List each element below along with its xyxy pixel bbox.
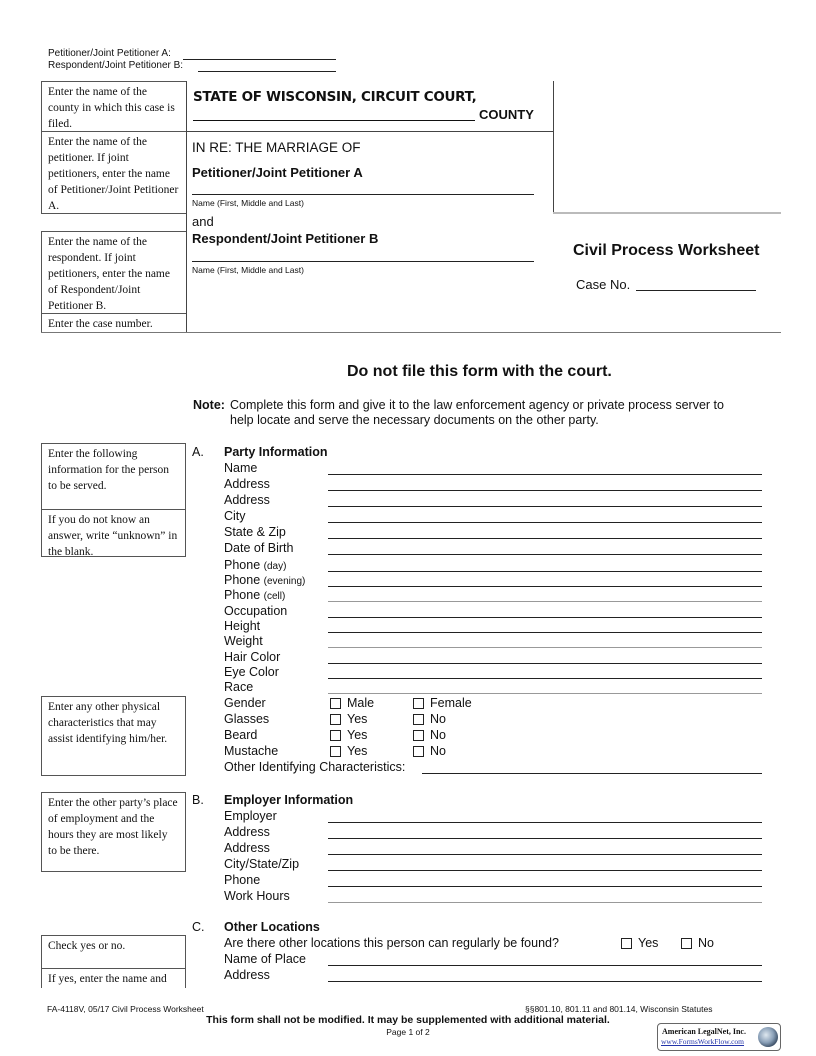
place-address-field[interactable] xyxy=(328,981,762,982)
other-locations-yes-label: Yes xyxy=(638,936,659,950)
court-heading: STATE OF WISCONSIN, CIRCUIT COURT, xyxy=(193,89,477,105)
in-re-label: IN RE: THE MARRIAGE OF xyxy=(192,140,361,155)
county-field[interactable] xyxy=(193,120,475,121)
vendor-logo-icon xyxy=(758,1027,778,1047)
eye-color-field[interactable] xyxy=(328,678,762,679)
field-label-occupation: Occupation xyxy=(224,604,288,618)
beard-label: Beard xyxy=(224,728,258,742)
instruction-check-yes-no: Check yes or no. xyxy=(41,935,186,969)
field-label-phone-cell: Phone (cell) xyxy=(224,588,286,602)
instruction-unknown: If you do not know an answer, write “unknown” in the blank. xyxy=(41,509,186,557)
footer-form-id: FA-4118V, 05/17 Civil Process Worksheet xyxy=(47,1004,204,1014)
and-label: and xyxy=(192,214,214,229)
other-locations-yes-checkbox[interactable] xyxy=(621,938,632,949)
gender-male-label: Male xyxy=(347,696,375,710)
weight-field[interactable] xyxy=(328,647,762,648)
address-2-field[interactable] xyxy=(328,506,762,507)
footer-notice: This form shall not be modified. It may be supplemented with additional material. xyxy=(206,1014,610,1026)
petitioner-heading: Petitioner/Joint Petitioner A xyxy=(192,165,363,180)
state-zip-field[interactable] xyxy=(328,538,762,539)
other-locations-no-label: No xyxy=(698,936,714,950)
petitioner-name-field[interactable] xyxy=(192,194,534,195)
field-label-phone-day: Phone (day) xyxy=(224,558,287,572)
employer-label: Employer xyxy=(224,809,277,823)
do-not-file-warning: Do not file this form with the court. xyxy=(347,363,612,380)
field-label-phone-evening: Phone (evening) xyxy=(224,573,306,587)
race-field[interactable] xyxy=(328,693,762,694)
mustache-no-label: No xyxy=(430,744,446,758)
field-label-race: Race xyxy=(224,680,254,694)
hair-color-field[interactable] xyxy=(328,663,762,664)
phone-evening-field[interactable] xyxy=(328,586,762,587)
mustache-yes-checkbox[interactable] xyxy=(330,746,341,757)
field-label-eye-color: Eye Color xyxy=(224,665,279,679)
petitioner-top-field[interactable] xyxy=(183,59,336,60)
employer-city-state-zip-label: City/State/Zip xyxy=(224,857,300,871)
employer-field[interactable] xyxy=(328,822,762,823)
date-of-birth-field[interactable] xyxy=(328,554,762,555)
employer-city-state-zip-field[interactable] xyxy=(328,870,762,871)
instruction-employment: Enter the other party’s place of employment and the hours they are most likely to be there. xyxy=(41,792,186,872)
employer-phone-field[interactable] xyxy=(328,886,762,887)
instruction-case-number: Enter the case number. xyxy=(41,313,187,333)
vendor-badge[interactable] xyxy=(657,1023,781,1051)
field-label-hair-color: Hair Color xyxy=(224,650,281,664)
field-label-height: Height xyxy=(224,619,261,633)
beard-no-checkbox[interactable] xyxy=(413,730,424,741)
case-no-field[interactable] xyxy=(636,290,756,291)
section-c-letter: C. xyxy=(192,920,205,934)
note-text-1: Complete this form and give it to the law enforcement agency or private process server to xyxy=(230,398,724,412)
glasses-label: Glasses xyxy=(224,712,270,726)
respondent-name-field[interactable] xyxy=(192,261,534,262)
field-label-dob: Date of Birth xyxy=(224,541,294,555)
glasses-yes-checkbox[interactable] xyxy=(330,714,341,725)
petitioner-name-hint: Name (First, Middle and Last) xyxy=(192,198,304,208)
phone-cell-field[interactable] xyxy=(328,601,762,602)
work-hours-label: Work Hours xyxy=(224,889,290,903)
height-field[interactable] xyxy=(328,632,762,633)
caption-divider-title xyxy=(553,212,781,214)
name-field[interactable] xyxy=(328,474,762,475)
field-label-address-2: Address xyxy=(224,493,270,507)
county-label: COUNTY xyxy=(479,107,534,122)
employer-address-2-field[interactable] xyxy=(328,854,762,855)
mustache-yes-label: Yes xyxy=(347,744,368,758)
occupation-field[interactable] xyxy=(328,617,762,618)
respondent-top-label: Respondent/Joint Petitioner B: xyxy=(48,60,184,71)
instruction-county: Enter the name of the county in which this case is filed. xyxy=(41,81,187,132)
phone-day-field[interactable] xyxy=(328,571,762,572)
other-locations-question: Are there other locations this person can regularly be found? xyxy=(224,936,559,950)
field-label-address-1: Address xyxy=(224,477,270,491)
case-no-label: Case No. xyxy=(576,277,631,292)
field-label-name: Name xyxy=(224,461,258,475)
employer-address-2-label: Address xyxy=(224,841,270,855)
section-b-title: Employer Information xyxy=(224,793,354,807)
gender-male-checkbox[interactable] xyxy=(330,698,341,709)
city-field[interactable] xyxy=(328,522,762,523)
instruction-person-served: Enter the following information for the person to be served. xyxy=(41,443,186,510)
caption-bottom-border xyxy=(41,332,781,333)
instruction-if-yes: If yes, enter the name and xyxy=(41,968,186,988)
caption-divider-left xyxy=(186,81,187,333)
other-characteristics-field[interactable] xyxy=(422,773,762,774)
mustache-no-checkbox[interactable] xyxy=(413,746,424,757)
vendor-name: American LegalNet, Inc. xyxy=(662,1027,746,1036)
respondent-name-hint: Name (First, Middle and Last) xyxy=(192,265,304,275)
gender-female-label: Female xyxy=(430,696,472,710)
gender-female-checkbox[interactable] xyxy=(413,698,424,709)
beard-yes-label: Yes xyxy=(347,728,368,742)
section-b-letter: B. xyxy=(192,793,204,807)
instruction-petitioner: Enter the name of the petitioner. If joint petitioners, enter the name of Petitioner/Joint Petitioner A. xyxy=(41,131,187,214)
form-title: Civil Process Worksheet xyxy=(573,242,760,259)
petitioner-top-label: Petitioner/Joint Petitioner A: xyxy=(48,48,171,59)
field-label-state-zip: State & Zip xyxy=(224,525,286,539)
mustache-label: Mustache xyxy=(224,744,279,758)
other-locations-no-checkbox[interactable] xyxy=(681,938,692,949)
glasses-no-label: No xyxy=(430,712,446,726)
beard-no-label: No xyxy=(430,728,446,742)
other-characteristics-label: Other Identifying Characteristics: xyxy=(224,760,406,774)
place-name-label: Name of Place xyxy=(224,952,306,966)
caption-divider-right xyxy=(553,81,554,213)
caption-divider-row xyxy=(186,131,554,132)
glasses-no-checkbox[interactable] xyxy=(413,714,424,725)
address-1-field[interactable] xyxy=(328,490,762,491)
section-a-title: Party Information xyxy=(224,445,328,459)
work-hours-field[interactable] xyxy=(328,902,762,903)
instruction-respondent: Enter the name of the respondent. If joint petitioners, enter the name of Respondent/Joint Petitioner B. xyxy=(41,231,187,314)
respondent-top-field[interactable] xyxy=(198,71,336,72)
place-name-field[interactable] xyxy=(328,965,762,966)
employer-address-1-label: Address xyxy=(224,825,270,839)
footer-page: Page 1 of 2 xyxy=(386,1027,430,1037)
employer-phone-label: Phone xyxy=(224,873,261,887)
note-label: Note: xyxy=(193,398,225,412)
beard-yes-checkbox[interactable] xyxy=(330,730,341,741)
place-address-label: Address xyxy=(224,968,270,982)
section-a-letter: A. xyxy=(192,445,204,459)
vendor-url[interactable]: www.FormsWorkFlow.com xyxy=(661,1037,745,1046)
field-label-city: City xyxy=(224,509,246,523)
employer-address-1-field[interactable] xyxy=(328,838,762,839)
field-label-weight: Weight xyxy=(224,634,263,648)
instruction-physical: Enter any other physical characteristics that may assist identifying him/her. xyxy=(41,696,186,776)
note-text-2: help locate and serve the necessary documents on the other party. xyxy=(230,413,599,427)
gender-label: Gender xyxy=(224,696,266,710)
respondent-heading: Respondent/Joint Petitioner B xyxy=(192,231,379,246)
footer-statutes: §§801.10, 801.11 and 801.14, Wisconsin Statutes xyxy=(525,1004,713,1014)
section-c-title: Other Locations xyxy=(224,920,320,934)
glasses-yes-label: Yes xyxy=(347,712,368,726)
